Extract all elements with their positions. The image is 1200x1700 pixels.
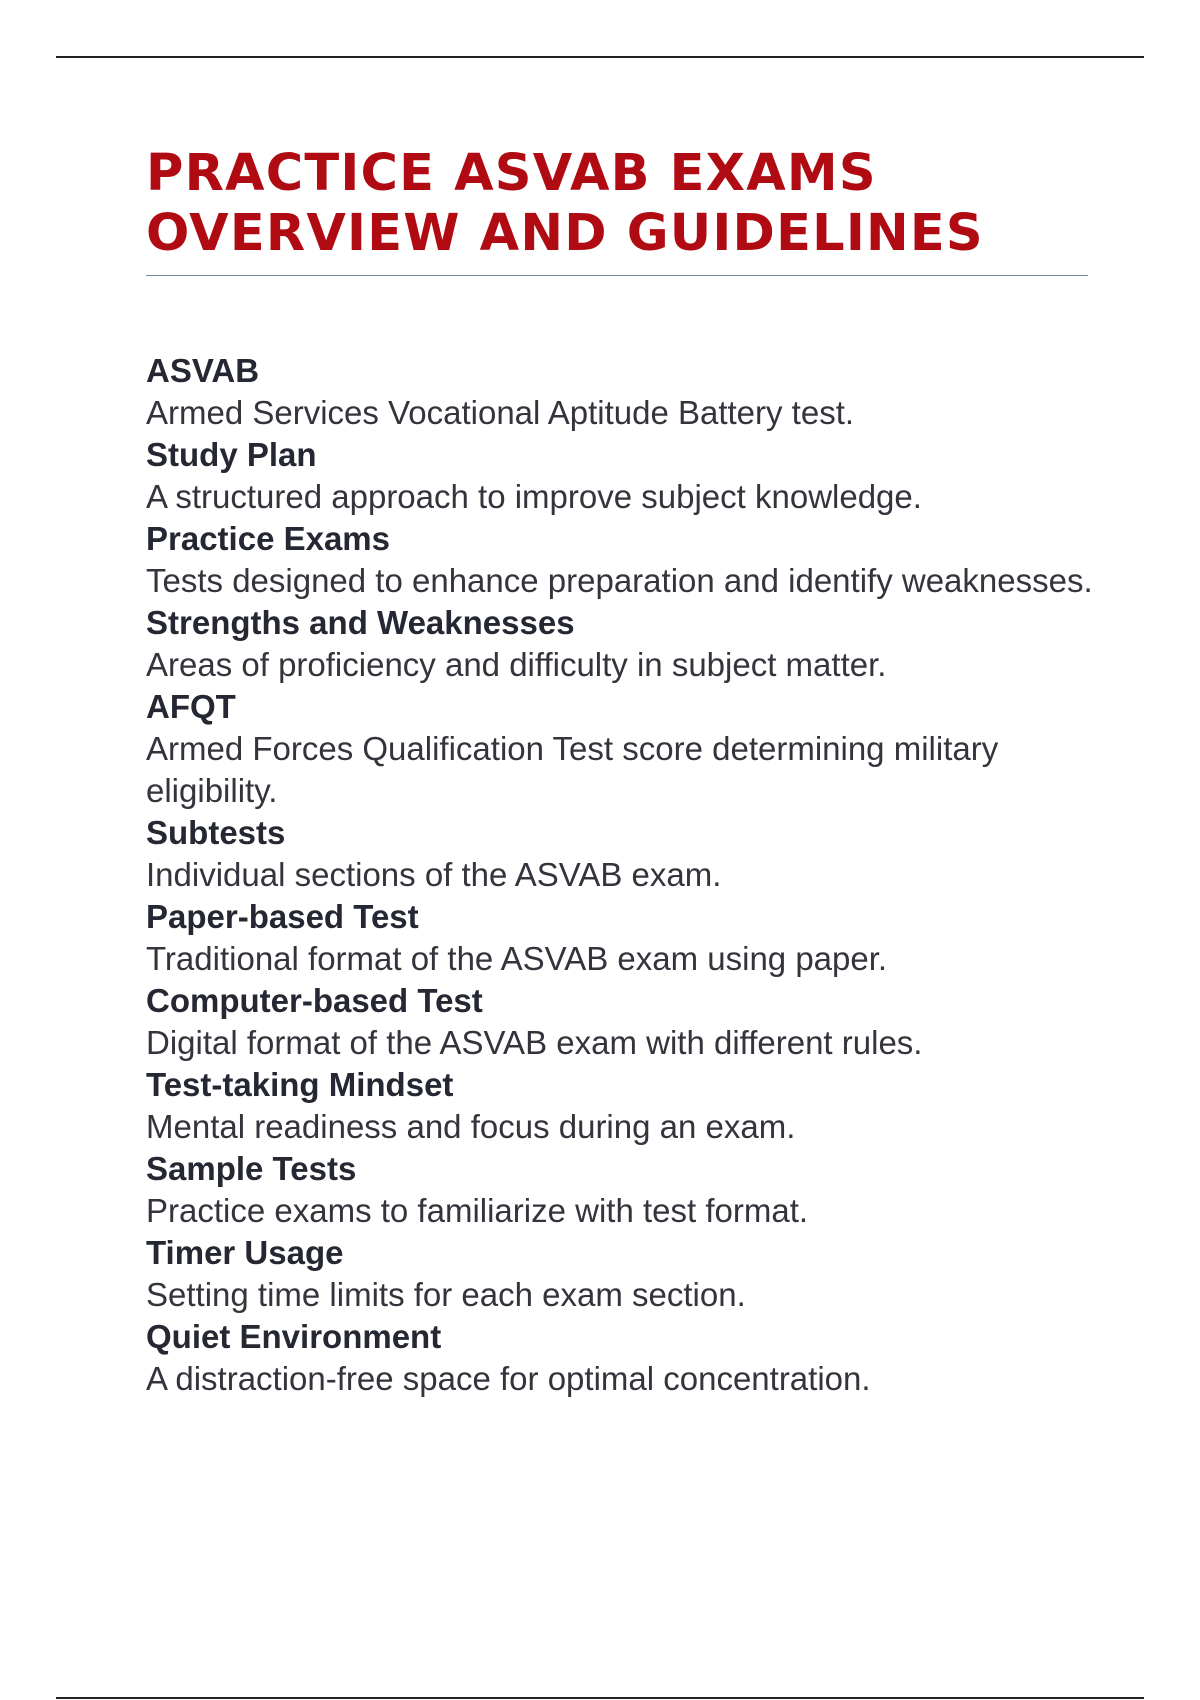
glossary-entry xyxy=(146,980,1106,1064)
glossary-entry xyxy=(146,1232,1106,1316)
glossary-term: Test-taking Mindset xyxy=(146,1066,454,1103)
glossary-term: Subtests xyxy=(146,814,286,851)
glossary-term: AFQT xyxy=(146,688,236,725)
glossary-term: Strengths and Weaknesses xyxy=(146,604,575,641)
glossary-definition: Practice exams to familiarize with test format. xyxy=(146,1192,809,1229)
glossary-entry xyxy=(146,896,1106,980)
glossary-entry xyxy=(146,1148,1106,1232)
glossary-definition: Areas of proficiency and difficulty in subject matter. xyxy=(146,646,887,683)
glossary-term: Quiet Environment xyxy=(146,1318,442,1355)
glossary-entry xyxy=(146,350,1106,434)
glossary-definition: Individual sections of the ASVAB exam. xyxy=(146,856,722,893)
glossary-entry xyxy=(146,434,1106,518)
glossary-entry xyxy=(146,1064,1106,1148)
glossary-definition: Armed Forces Qualification Test score determining military eligibility. xyxy=(146,730,999,809)
glossary-entry xyxy=(146,686,1106,812)
glossary-definition: A distraction-free space for optimal concentration. xyxy=(146,1360,871,1397)
glossary-term: Practice Exams xyxy=(146,520,391,557)
glossary-term: Timer Usage xyxy=(146,1234,344,1271)
title-line-1: PRACTICE ASVAB EXAMS xyxy=(146,144,877,203)
glossary-definition: Setting time limits for each exam section. xyxy=(146,1276,746,1313)
glossary-definition: Armed Services Vocational Aptitude Battery test. xyxy=(146,394,855,431)
document-title xyxy=(146,144,1088,264)
glossary-entry xyxy=(146,518,1106,602)
glossary-term: Paper-based Test xyxy=(146,898,419,935)
glossary-term: Computer-based Test xyxy=(146,982,483,1019)
glossary-definition: Traditional format of the ASVAB exam using paper. xyxy=(146,940,888,977)
glossary-definition: Digital format of the ASVAB exam with different rules. xyxy=(146,1024,923,1061)
glossary-definition: Mental readiness and focus during an exam. xyxy=(146,1108,796,1145)
title-underline xyxy=(146,275,1088,276)
glossary-term: Study Plan xyxy=(146,436,317,473)
glossary-entry xyxy=(146,602,1106,686)
glossary-list xyxy=(146,350,1106,1400)
glossary-definition: Tests designed to enhance preparation and identify weaknesses. xyxy=(146,562,1093,599)
glossary-definition: A structured approach to improve subject knowledge. xyxy=(146,478,922,515)
page-top-rule xyxy=(56,56,1144,58)
glossary-term: ASVAB xyxy=(146,352,260,389)
glossary-entry xyxy=(146,812,1106,896)
glossary-term: Sample Tests xyxy=(146,1150,357,1187)
glossary-entry xyxy=(146,1316,1106,1400)
page-bottom-rule xyxy=(56,1697,1144,1699)
title-line-2: OVERVIEW AND GUIDELINES xyxy=(146,204,984,263)
